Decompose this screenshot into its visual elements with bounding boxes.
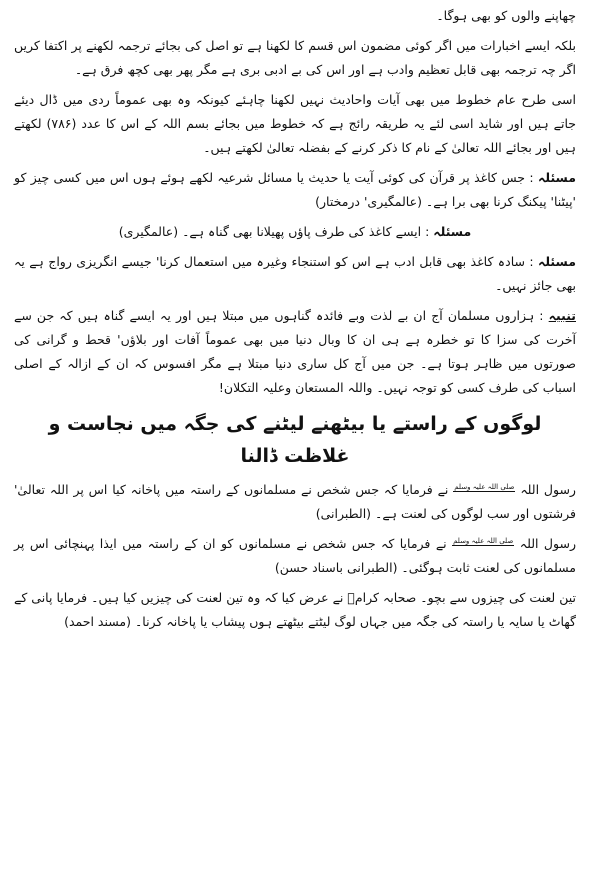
paragraph-intro-end: چھاپنے والوں کو بھی ہوگا۔ — [436, 8, 576, 23]
masala-2 — [14, 220, 576, 244]
paragraph-newspapers: بلکہ ایسے اخبارات میں اگر کوئی مضمون اس قسم کا لکھنا ہے تو اصل کی بجائے ترجمہ لکھنے پر اکتفا کریں اگر چہ ترجمہ بھی قابل تعظیم وادب ہے اور اس کی بے ادبی بری ہے مگر پھر بھی کچھ فرق ہے۔ — [14, 38, 576, 77]
hadith-2-text: نے فرمایا کہ جس شخص نے مسلمانوں کو ان کے راستہ میں ایذا پہنچائی اس پر مسلمانوں کی لعنت ثابت ہوگئی۔ (الطبرانی باسناد حسن) — [14, 536, 576, 575]
masala-1 — [14, 166, 576, 214]
tanbeeh — [14, 304, 576, 400]
masala-2-term: مسئلہ — [433, 224, 472, 239]
masala-1-term: مسئلہ — [538, 170, 577, 185]
hadith-1-prefix: رسول اللہ — [520, 482, 576, 497]
tanbeeh-text: : ہزاروں مسلمان آج ان بے لذت وبے فائدہ گناہوں میں مبتلا ہیں اور یہ ایسے گناہ ہیں کہ جن سے آخرت کی سزا کا تو خطرہ ہے ہی ان کا وبال دنیا میں بھی عموماً آفات اور بلاؤں' قحط و گرانی کی صورتوں میں ظاہر ہوتا ہے۔ جن میں آج کل ساری دنیا مبتلا ہے مگر افسوس کہ ان کے ازالہ کے اصلی اسباب کی طرف کسی کو توجہ نہیں۔ واللہ المستعان وعلیہ التکلان! — [14, 308, 576, 395]
hadith-2 — [14, 532, 576, 580]
masala-3-text: : سادہ کاغذ بھی قابل ادب ہے اس کو استنجاء وغیرہ میں استعمال کرنا' جیسے انگریزی رواج ہے یہ بھی جائز نہیں۔ — [14, 254, 576, 293]
masala-3 — [14, 250, 576, 298]
masala-3-term: مسئلہ — [538, 254, 576, 269]
tanbeeh-term: تنبیہ — [548, 308, 576, 323]
hadith-3: تین لعنت کی چیزوں سے بچو۔ صحابہ کرامؓ نے عرض کیا کہ وہ تین لعنت کی چیزیں کیا ہیں۔ فرمایا پانی کے گھاٹ یا سایہ یا راستہ کی جگہ میں جہاں لوگ لیٹتے بیٹھتے ہوں پیشاب یا پاخانہ کرنا۔ (مسند احمد) — [14, 590, 576, 629]
honorific-mark: صلی اللہ علیہ وسلم — [454, 482, 515, 491]
section-heading: لوگوں کے راستے یا بیٹھنے لیٹنے کی جگہ میں نجاست و غلاظت ڈالنا — [48, 413, 542, 467]
honorific-mark: صلی اللہ علیہ وسلم — [453, 536, 514, 545]
hadith-1-text: نے فرمایا کہ جس شخص نے مسلمانوں کے راستہ میں پاخانہ کیا اس پر اللہ تعالیٰ' فرشتوں اور سب لوگوں کی لعنت ہے۔ (الطبرانی) — [14, 482, 576, 521]
masala-2-text: : ایسے کاغذ کی طرف پاؤں پھیلانا بھی گناہ ہے۔ (عالمگیری) — [118, 224, 430, 239]
hadith-1 — [14, 478, 576, 526]
paragraph-letters: اسی طرح عام خطوط میں بھی آیات واحادیث نہیں لکھنا چاہئے کیونکہ وہ بھی عموماً ردی میں ڈال دیئے جاتے ہیں اور شاید اسی لئے یہ طریقہ رائج ہے کہ خطوط میں بجائے بسم اللہ کے اس کا عدد (۷۸۶) لکھتے ہیں اور بجائے اللہ تعالیٰ کے نام کا ذکر کرنے کے بفضلہ تعالیٰ لکھتے ہیں۔ — [14, 92, 576, 155]
masala-1-text: : جس کاغذ پر قرآن کی کوئی آیت یا حدیث یا مسائل شرعیہ لکھے ہوئے ہوں اس میں کسی چیز کو 'پیٹنا' پیکنگ کرنا بھی برا ہے۔ (عالمگیری' درمختار) — [14, 170, 576, 209]
hadith-2-prefix: رسول اللہ — [519, 536, 576, 551]
